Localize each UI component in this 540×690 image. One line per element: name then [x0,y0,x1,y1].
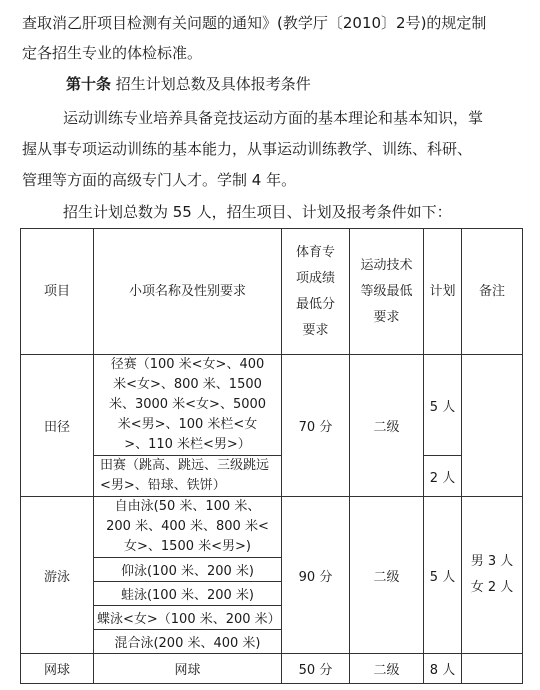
cell-level-tianjing: 二级 [350,355,424,497]
cell-project-tianjing: 田径 [21,355,94,497]
cell-score-swimming: 90 分 [282,497,350,654]
enrollment-table [20,228,523,684]
cell-butterfly: 蝶泳<女>（100 米、200 米） [94,606,282,630]
cell-level-tennis: 二级 [350,654,424,684]
cell-backstroke: 仰泳(100 米、200 米) [94,558,282,582]
header-item: 小项名称及性别要求 [94,229,282,355]
cell-plan-swimming: 5 人 [424,497,462,654]
table-row [21,456,523,497]
cell-note-tennis [462,654,523,684]
header-score: 体育专项成绩最低分要求 [282,229,350,355]
cell-plan-field: 2 人 [424,456,462,497]
cell-level-swimming: 二级 [350,497,424,654]
cell-field-events: 田赛（跳高、跳远、三级跳远<男>、铅球、铁饼） [94,456,282,497]
header-project: 项目 [21,229,94,355]
paragraph-line-2: 定各招生专业的体检标准。 [22,44,203,62]
article-subtitle: 招生计划总数及具体报考条件 [115,75,311,93]
cell-project-tennis: 网球 [21,654,94,684]
header-level: 运动技术等级最低要求 [350,229,424,355]
cell-freestyle: 自由泳(50 米、100 米、200 米、400 米、800 米<女>、1500 米<男>) [94,497,282,558]
header-note: 备注 [462,229,523,355]
intro-line-3: 管理等方面的高级专门人才。学制 4 年。 [22,171,297,189]
cell-score-tianjing: 70 分 [282,355,350,497]
intro-line-1: 运动训练专业培养具备竞技运动方面的基本理论和基本知识，掌 [63,109,484,127]
cell-note-swimming [462,497,523,654]
table-row [21,355,523,456]
cell-note-tianjing [462,355,523,497]
cell-score-tennis: 50 分 [282,654,350,684]
cell-tennis-item: 网球 [94,654,282,684]
cell-plan-track: 5 人 [424,355,462,456]
note-male: 男 3 人 [470,554,514,569]
cell-track-events: 径赛（100 米<女>、400 米<女>、800 米、1500 米、3000 米<女>、5000 米<男>、100 米栏<女>、110 米栏<男>） [94,355,282,456]
cell-project-swimming: 游泳 [21,497,94,654]
cell-plan-tennis: 8 人 [424,654,462,684]
article-number: 第十条 [66,75,112,93]
header-plan: 计划 [424,229,462,355]
note-female: 女 2 人 [470,580,514,595]
table-header-row [21,229,523,355]
total-line: 招生计划总数为 55 人，招生项目、计划及报考条件如下： [63,203,452,221]
table-row [21,497,523,558]
cell-medley: 混合泳(200 米、400 米) [94,630,282,654]
cell-breaststroke: 蛙泳(100 米、200 米) [94,582,282,606]
intro-line-2: 握从事专项运动训练的基本能力，从事运动训练教学、训练、科研、 [22,140,473,158]
paragraph-line-1: 查取消乙肝项目检测有关问题的通知》(教学厅〔2010〕2号)的规定制 [22,14,487,32]
table-row [21,654,523,684]
article-heading [66,74,311,94]
